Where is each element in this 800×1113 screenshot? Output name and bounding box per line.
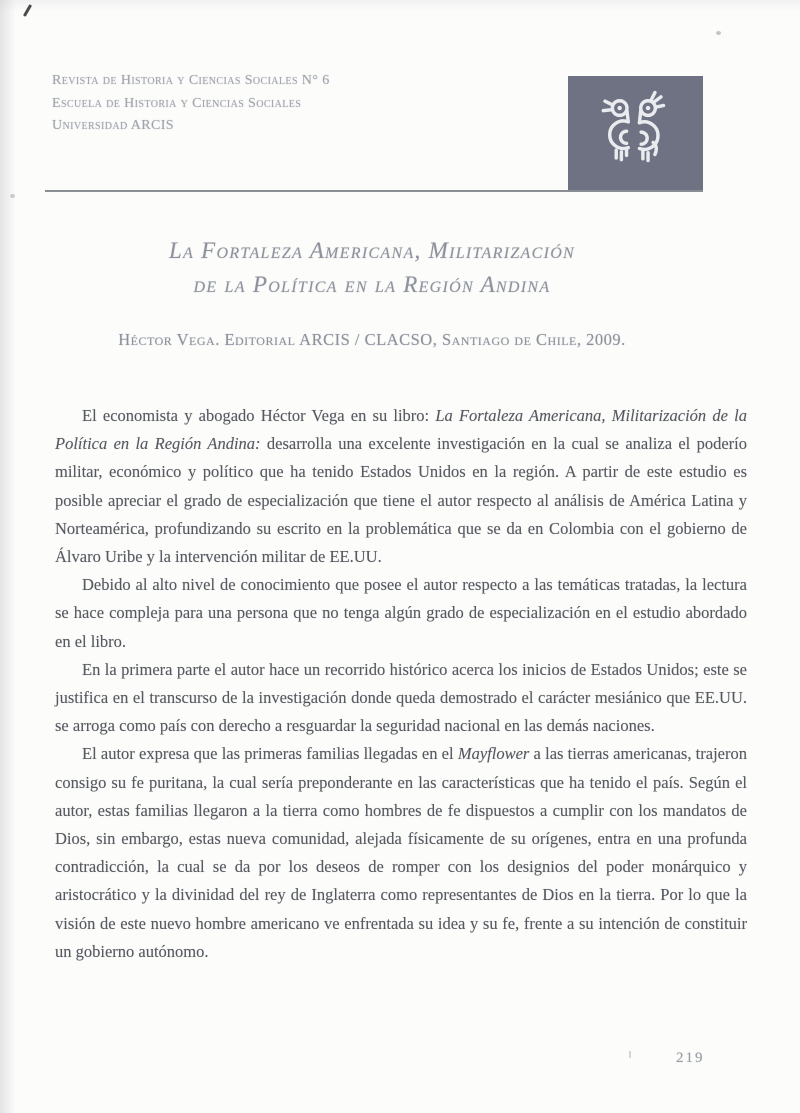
page-number: 219 [676, 1050, 705, 1066]
scan-speck [716, 31, 721, 35]
book-title-line1: La Fortaleza Americana, Militarización [168, 238, 576, 263]
arcis-logo [568, 76, 703, 190]
scan-edge-shadow-top [0, 0, 800, 12]
journal-name-line: Revista de Historia y Ciencias Sociales N° 6 [52, 73, 330, 88]
header-divider [45, 190, 703, 192]
byline: Héctor Vega. Editorial ARCIS / CLACSO, Santiago de Chile, 2009. [118, 330, 626, 349]
body-paragraph: En la primera parte el autor hace un recorrido histórico acerca los inicios de Estados Unidos; este se justifica en el transcurso de la investigación donde queda demostrado el carácter mesiánico que EE.UU. se arroga como país con derecho a resguardar la seguridad nacional en las demás naciones. [55, 659, 747, 736]
scan-speck [10, 194, 15, 198]
scan-edge-shadow [0, 0, 16, 1113]
twin-bird-petroglyph-icon [593, 83, 679, 183]
review-body [55, 402, 747, 966]
book-title-line2: de la Política en la Región Andina [193, 272, 551, 297]
body-paragraph: El autor expresa que las primeras familias llegadas en el Mayflower a las tierras americanas, trajeron consigo su fe puritana, la cual sería preponderante en las características que ha tenido el país. Según el autor, estas familias llegaron a la tierra como hombres de fe dispuestos a cumplir con los mandatos de Dios, sin embargo, estas nueva comunidad, alejada físicamente de su orígenes, entra en una profunda contradicción, la cual se da por los deseos de romper con los designios del poder monárquico y aristocrático y la divinidad del rey de Inglaterra como representantes de Dios en la tierra. Por lo que la visión de este nuevo hombre americano ve enfrentada su idea y su fe, frente a su intención de constituir un gobierno autónomo. [55, 744, 747, 961]
journal-header [52, 70, 330, 138]
book-title [16, 234, 728, 302]
university-name-line: Universidad ARCIS [52, 118, 174, 133]
body-paragraph: El economista y abogado Héctor Vega en su libro: La Fortaleza Americana, Militarización de la Política en la Región Andina: desarrolla una excelente investigación en la cual se analiza el poderío militar, económico y político que ha tenido Estados Unidos en la región. A partir de este estudio es posible apreciar el grado de especialización que tiene el autor respecto al análisis de América Latina y Norteamérica, profundizando su escrito en la problemática que se da en Colombia con el gobierno de Álvaro Uribe y la intervención militar de EE.UU. [55, 406, 747, 567]
school-name-line: Escuela de Historia y Ciencias Sociales [52, 95, 302, 111]
body-paragraph: Debido al alto nivel de conocimiento que posee el autor respecto a las temáticas tratadas, la lectura se hace compleja para una persona que no tenga algún grado de especialización en el estudio abordado en el libro. [55, 575, 747, 651]
scan-speck [629, 1051, 631, 1058]
